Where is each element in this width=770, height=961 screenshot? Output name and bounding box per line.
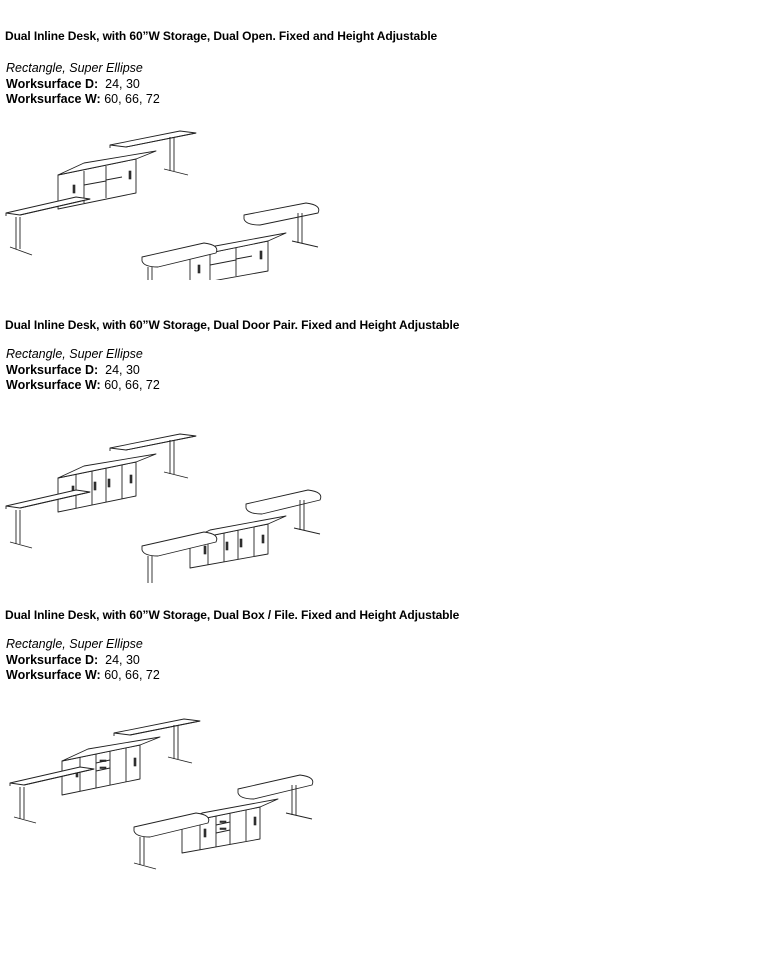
dual-open-desk-illustration — [0, 125, 340, 280]
shape-options: Rectangle, Super Ellipse — [6, 637, 143, 651]
width-label: Worksurface W: — [6, 668, 101, 682]
worksurface-depth — [6, 653, 160, 669]
worksurface-width — [6, 92, 160, 108]
desk-unit-front — [142, 203, 319, 280]
depth-values: 24, 30 — [105, 652, 140, 667]
worksurface-depth — [6, 363, 160, 379]
width-label: Worksurface W: — [6, 92, 101, 106]
product-specs — [6, 61, 160, 108]
worksurface-width — [6, 378, 160, 394]
depth-values: 24, 30 — [105, 76, 140, 91]
depth-label: Worksurface D: — [6, 76, 99, 91]
width-values: 60, 66, 72 — [104, 668, 160, 682]
depth-label: Worksurface D: — [6, 652, 99, 667]
shape-options: Rectangle, Super Ellipse — [6, 61, 143, 75]
worksurface-depth — [6, 77, 160, 93]
dual-door-pair-desk-illustration — [0, 428, 340, 583]
worksurface-width — [6, 668, 160, 684]
depth-label: Worksurface D: — [6, 362, 99, 377]
width-values: 60, 66, 72 — [104, 378, 160, 392]
desk-unit-back — [10, 719, 200, 823]
width-values: 60, 66, 72 — [104, 92, 160, 106]
desk-unit-back — [6, 131, 196, 255]
shape-options: Rectangle, Super Ellipse — [6, 347, 143, 361]
depth-values: 24, 30 — [105, 362, 140, 377]
desk-unit-front — [134, 775, 313, 869]
width-label: Worksurface W: — [6, 378, 101, 392]
product-title: Dual Inline Desk, with 60”W Storage, Dual Open. Fixed and Height Adjustable — [5, 29, 438, 43]
product-title: Dual Inline Desk, with 60”W Storage, Dual Box / File. Fixed and Height Adjustable — [5, 608, 460, 622]
product-specs — [6, 637, 160, 684]
desk-unit-front — [142, 490, 321, 583]
dual-box-file-desk-illustration — [0, 713, 340, 873]
product-title: Dual Inline Desk, with 60”W Storage, Dual Door Pair. Fixed and Height Adjustable — [5, 318, 460, 332]
product-specs — [6, 347, 160, 394]
desk-unit-back — [6, 434, 196, 548]
